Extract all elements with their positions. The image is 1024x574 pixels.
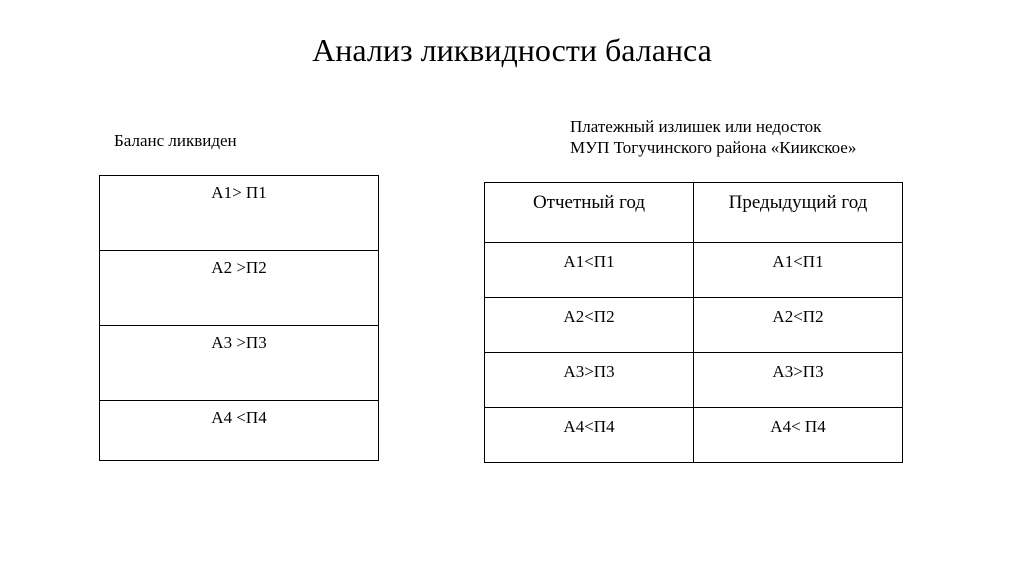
table-row: [485, 353, 903, 408]
table-cell: А1<П1: [485, 243, 694, 298]
payment-caption-line-2: МУП Тогучинского района «Киикское»: [570, 138, 857, 157]
table-row: [485, 298, 903, 353]
table-row: [100, 401, 379, 461]
balance-liquidity-table: [99, 175, 379, 461]
table-cell: А2<П2: [694, 298, 903, 353]
table-cell: А3>П3: [694, 353, 903, 408]
table-header-row: [485, 183, 903, 243]
table-cell: А2 >П2: [100, 251, 379, 326]
table-cell: А4< П4: [694, 408, 903, 463]
table-cell: А3 >П3: [100, 326, 379, 401]
table-row: [100, 326, 379, 401]
table-cell: А4<П4: [485, 408, 694, 463]
column-header-previous-year: Предыдущий год: [694, 183, 903, 243]
table-row: [485, 408, 903, 463]
payment-surplus-table: [484, 182, 903, 463]
payment-caption-line-1: Платежный излишек или недосток: [570, 117, 822, 136]
table-cell: А1> П1: [100, 176, 379, 251]
table-cell: А3>П3: [485, 353, 694, 408]
table-row: [485, 243, 903, 298]
table-cell: А4 <П4: [100, 401, 379, 461]
balance-caption: Баланс ликвиден: [114, 131, 237, 150]
table-cell: А1<П1: [694, 243, 903, 298]
column-header-reporting-year: Отчетный год: [485, 183, 694, 243]
table-cell: А2<П2: [485, 298, 694, 353]
page-title: Анализ ликвидности баланса: [312, 32, 712, 68]
table-row: [100, 176, 379, 251]
payment-caption: [570, 116, 856, 158]
table-row: [100, 251, 379, 326]
